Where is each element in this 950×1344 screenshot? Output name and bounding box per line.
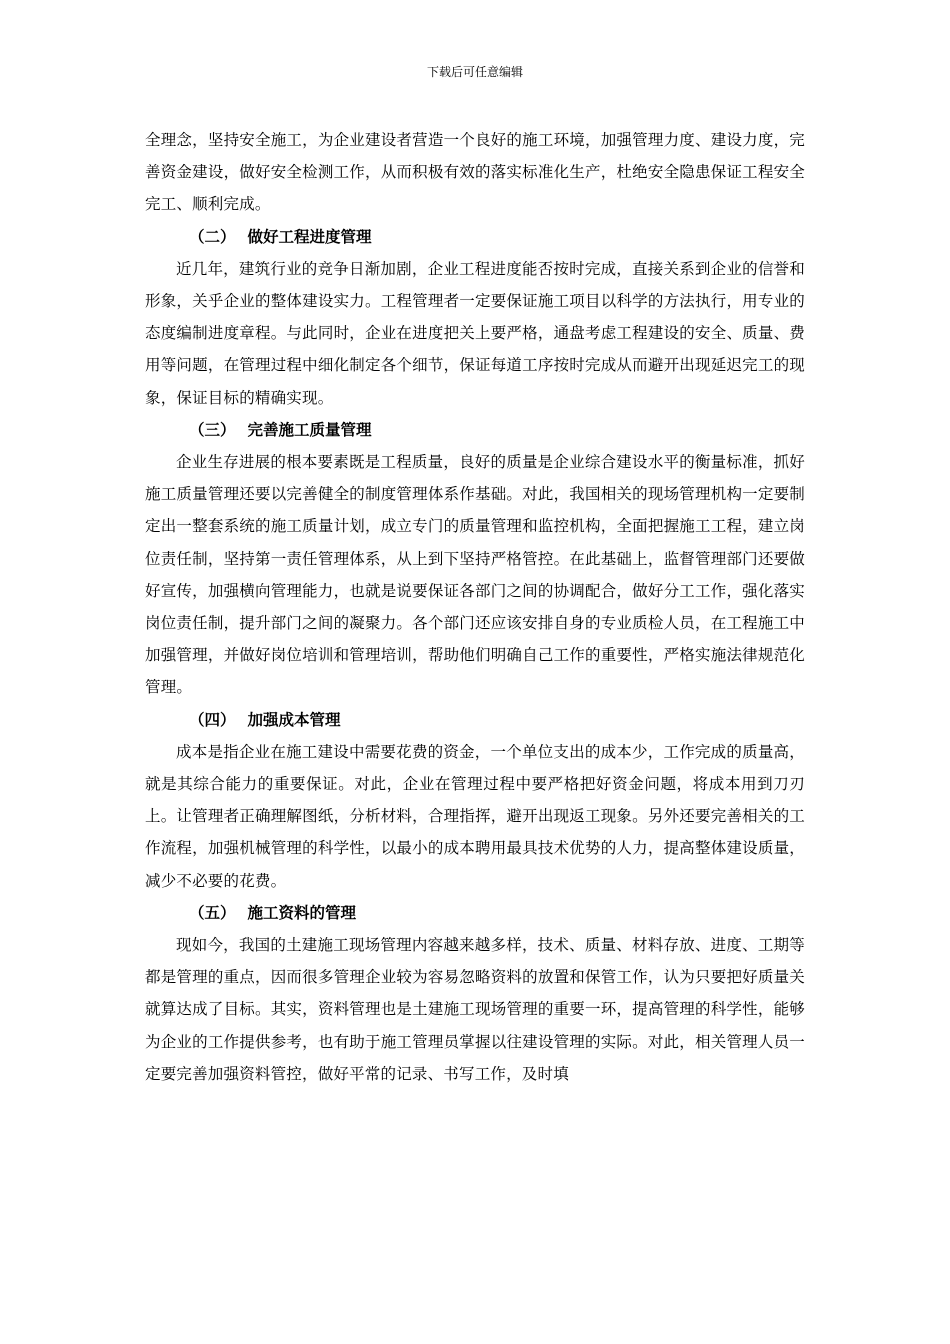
section-number: （四） bbox=[189, 710, 236, 729]
paragraph-cost: 成本是指企业在施工建设中需要花费的资金，一个单位支出的成本少，工作完成的质量高，就是其综合能力的重要保证。对此，企业在管理过程中要严格把好资金问题，将成本用到刀刃上。让管理者正确理解图纸，分析材料，合理指挥，避开出现返工现象。另外还要完善相关的工作流程，加强机械管理的科学性，以最小的成本聘用最具技术优势的人力，提高整体建设质量，减少不必要的花费。 bbox=[145, 742, 805, 890]
section-title: 加强成本管理 bbox=[247, 710, 341, 729]
section-heading-4 bbox=[145, 704, 805, 736]
paragraph-progress: 近几年，建筑行业的竞争日渐加剧，企业工程进度能否按时完成，直接关系到企业的信誉和形象，关乎企业的整体建设实力。工程管理者一定要保证施工项目以科学的方法执行，用专业的态度编制进度章程。与此同时，企业在进度把关上要严格，通盘考虑工程建设的安全、质量、费用等问题，在管理过程中细化制定各个细节，保证每道工序按时完成从而避开出现延迟完工的现象，保证目标的精确实现。 bbox=[145, 259, 805, 407]
section-number: （三） bbox=[189, 420, 236, 439]
section-heading-3 bbox=[145, 414, 805, 446]
paragraph-quality: 企业生存进展的根本要素既是工程质量，良好的质量是企业综合建设水平的衡量标准，抓好施工质量管理还要以完善健全的制度管理体系作基础。对此，我国相关的现场管理机构一定要制定出一整套系统的施工质量计划，成立专门的质量管理和监控机构，全面把握施工工程，建立岗位责任制，坚持第一责任管理体系，从上到下坚持严格管控。在此基础上，监督管理部门还要做好宣传，加强横向管理能力，也就是说要保证各部门之间的协调配合，做好分工工作，强化落实岗位责任制，提升部门之间的凝聚力。各个部门还应该安排自身的专业质检人员，在工程施工中加强管理，并做好岗位培训和管理培训，帮助他们明确自己工作的重要性，严格实施法律规范化管理。 bbox=[145, 453, 805, 697]
section-number: （二） bbox=[189, 227, 236, 246]
section-title: 完善施工质量管理 bbox=[247, 420, 372, 439]
section-number: （五） bbox=[189, 903, 236, 922]
section-title: 做好工程进度管理 bbox=[247, 227, 372, 246]
section-title: 施工资料的管理 bbox=[247, 903, 357, 922]
paragraph-intro: 全理念，坚持安全施工，为企业建设者营造一个良好的施工环境，加强管理力度、建设力度，完善资金建设，做好安全检测工作，从而积极有效的落实标准化生产，杜绝安全隐患保证工程安全完工、顺利完成。 bbox=[145, 131, 805, 214]
section-heading-2 bbox=[145, 221, 805, 253]
paragraph-documents: 现如今，我国的土建施工现场管理内容越来越多样，技术、质量、材料存放、进度、工期等都是管理的重点，因而很多管理企业较为容易忽略资料的放置和保管工作，认为只要把好质量关就算达成了目标。其实，资料管理也是土建施工现场管理的重要一环，提高管理的科学性，能够为企业的工作提供参考，也有助于施工管理员掌握以往建设管理的实际。对此，相关管理人员一定要完善加强资料管控，做好平常的记录、书写工作，及时填 bbox=[145, 936, 805, 1083]
section-heading-5 bbox=[145, 897, 805, 929]
page-header: 下载后可任意编辑 bbox=[426, 65, 523, 79]
document-body bbox=[145, 124, 805, 1090]
